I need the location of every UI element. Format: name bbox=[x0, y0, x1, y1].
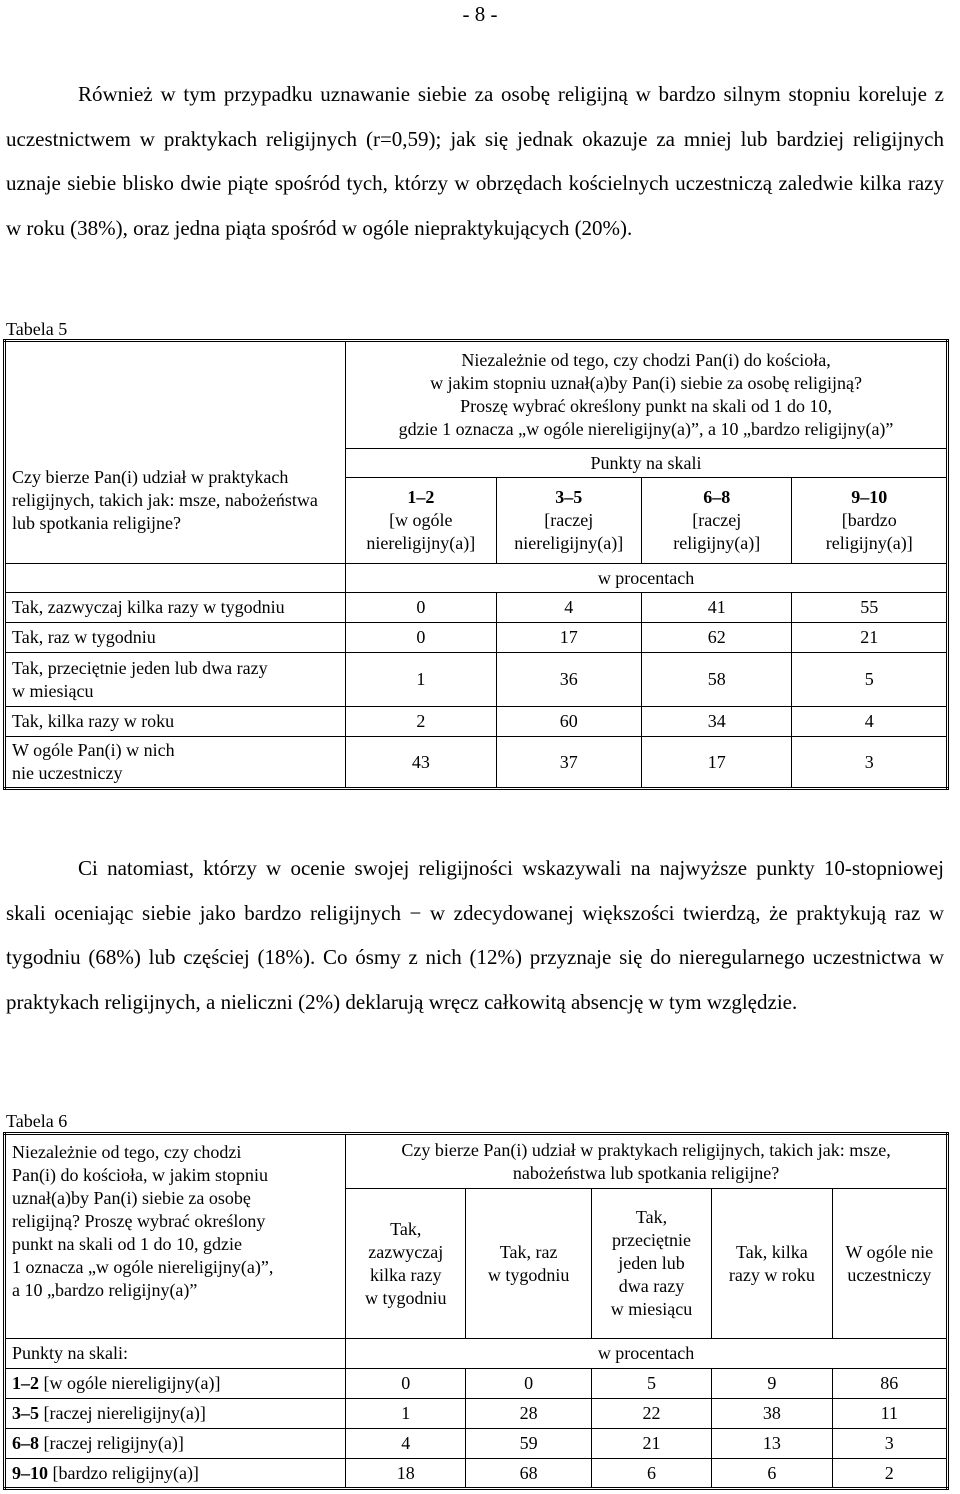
cell-value: 17 bbox=[642, 737, 792, 789]
table-5-unit-label: w procentach bbox=[346, 564, 948, 593]
cell-value: 9 bbox=[712, 1369, 832, 1399]
row-label: W ogóle Pan(i) w nich nie uczestniczy bbox=[5, 737, 346, 789]
table-5-column-header: 6–8 [raczej religijny(a)] bbox=[642, 478, 792, 564]
cell-value: 3 bbox=[792, 737, 948, 789]
row-label: 9–10 [bardzo religijny(a)] bbox=[5, 1459, 346, 1489]
row-label: Tak, przeciętnie jeden lub dwa razy w miesiącu bbox=[5, 653, 346, 707]
table-5-caption: Tabela 5 bbox=[6, 319, 68, 339]
table-5-blank-cell bbox=[5, 564, 346, 593]
cell-value: 0 bbox=[346, 593, 496, 623]
row-label: 3–5 [raczej niereligijny(a)] bbox=[5, 1399, 346, 1429]
cell-value: 1 bbox=[346, 653, 496, 707]
table-5 bbox=[3, 339, 949, 790]
table-6-scale-label: Punkty na skali: bbox=[5, 1339, 346, 1369]
row-label: Tak, zazwyczaj kilka razy w tygodniu bbox=[5, 593, 346, 623]
table-row bbox=[5, 1459, 948, 1489]
cell-value: 60 bbox=[496, 707, 641, 737]
table-6-caption: Tabela 6 bbox=[6, 1111, 68, 1131]
table-6-column-question: Czy bierze Pan(i) udział w praktykach religijnych, takich jak: msze, nabożeństwa lub spotkania religijne? bbox=[346, 1134, 948, 1189]
page-number: - 8 - bbox=[462, 2, 498, 26]
cell-value: 34 bbox=[642, 707, 792, 737]
table-row bbox=[5, 593, 948, 623]
table-row bbox=[5, 1399, 948, 1429]
cell-value: 41 bbox=[642, 593, 792, 623]
cell-value: 4 bbox=[496, 593, 641, 623]
cell-value: 37 bbox=[496, 737, 641, 789]
paragraph-1 bbox=[6, 72, 944, 250]
row-label: 1–2 [w ogóle niereligijny(a)] bbox=[5, 1369, 346, 1399]
cell-value: 0 bbox=[346, 623, 496, 653]
table-5-scale-label: Punkty na skali bbox=[346, 449, 948, 478]
paragraph-1-text: Również w tym przypadku uznawanie siebie za osobę religijną w bardzo silnym stopniu koreluje z uczestnictwem w praktykach religijnych (r=0,59); jak się jednak okazuje za mniej lub bardziej religijnych uznaje siebie blisko dwie piąte spośród tych, którzy w obrzędach kościelnych uczestniczą zaledwie kilka razy w roku (38%), oraz jedna piąta spośród w ogóle niepraktykujących (20%). bbox=[6, 82, 944, 240]
table-5-column-header: 9–10 [bardzo religijny(a)] bbox=[792, 478, 948, 564]
cell-value: 36 bbox=[496, 653, 641, 707]
table-row bbox=[5, 653, 948, 707]
table-6-column-header: Tak, kilka razy w roku bbox=[712, 1189, 832, 1339]
table-6-column-header: Tak, zazwyczaj kilka razy w tygodniu bbox=[346, 1189, 466, 1339]
cell-value: 18 bbox=[346, 1459, 466, 1489]
cell-value: 2 bbox=[346, 707, 496, 737]
cell-value: 0 bbox=[466, 1369, 591, 1399]
cell-value: 5 bbox=[591, 1369, 711, 1399]
table-6-column-header: Tak, przeciętnie jeden lub dwa razy w miesiącu bbox=[591, 1189, 711, 1339]
cell-value: 38 bbox=[712, 1399, 832, 1429]
cell-value: 21 bbox=[792, 623, 948, 653]
cell-value: 4 bbox=[792, 707, 948, 737]
cell-value: 86 bbox=[832, 1369, 947, 1399]
table-row bbox=[5, 623, 948, 653]
cell-value: 1 bbox=[346, 1399, 466, 1429]
table-6-unit-label: w procentach bbox=[346, 1339, 948, 1369]
table-5-row-header-question: Czy bierze Pan(i) udział w praktykach religijnych, takich jak: msze, nabożeństwa lub spotkania religijne? bbox=[5, 341, 346, 564]
cell-value: 58 bbox=[642, 653, 792, 707]
paragraph-2 bbox=[6, 846, 944, 1024]
cell-value: 28 bbox=[466, 1399, 591, 1429]
cell-value: 6 bbox=[712, 1459, 832, 1489]
cell-value: 17 bbox=[496, 623, 641, 653]
table-6-row-header-question: Niezależnie od tego, czy chodzi Pan(i) do kościoła, w jakim stopniu uznał(a)by Pan(i) siebie za osobę religijną? Proszę wybrać określony punkt na skali od 1 do 10, gdzie 1 oznacza „w ogóle niereligijny(a)”, a 10 „bardzo religijny(a)” bbox=[5, 1134, 346, 1339]
cell-value: 68 bbox=[466, 1459, 591, 1489]
cell-value: 11 bbox=[832, 1399, 947, 1429]
row-label: 6–8 [raczej religijny(a)] bbox=[5, 1429, 346, 1459]
table-6-column-header: W ogóle nie uczestniczy bbox=[832, 1189, 947, 1339]
cell-value: 2 bbox=[832, 1459, 947, 1489]
cell-value: 5 bbox=[792, 653, 948, 707]
table-row bbox=[5, 1429, 948, 1459]
paragraph-2-text: Ci natomiast, którzy w ocenie swojej religijności wskazywali na najwyższe punkty 10-stopniowej skali oceniając siebie jako bardzo religijnych − w zdecydowanej większości twierdzą, że praktykują raz w tygodniu (68%) lub częściej (18%). Co ósmy z nich (12%) przyznaje się do nieregularnego uczestnictwa w praktykach religijnych, a nieliczni (2%) deklarują wręcz całkowitą absencję w tym względzie. bbox=[6, 856, 944, 1014]
table-5-column-header: 3–5 [raczej niereligijny(a)] bbox=[496, 478, 641, 564]
cell-value: 21 bbox=[591, 1429, 711, 1459]
cell-value: 4 bbox=[346, 1429, 466, 1459]
table-5-column-question: Niezależnie od tego, czy chodzi Pan(i) do kościoła, w jakim stopniu uznał(a)by Pan(i) siebie za osobę religijną? Proszę wybrać określony punkt na skali od 1 do 10, gdzie 1 oznacza „w ogóle niereligijny(a)”, a 10 „bardzo religijny(a)” bbox=[346, 341, 948, 449]
cell-value: 55 bbox=[792, 593, 948, 623]
table-5-column-header: 1–2 [w ogóle niereligijny(a)] bbox=[346, 478, 496, 564]
cell-value: 13 bbox=[712, 1429, 832, 1459]
cell-value: 59 bbox=[466, 1429, 591, 1459]
cell-value: 22 bbox=[591, 1399, 711, 1429]
cell-value: 62 bbox=[642, 623, 792, 653]
row-label: Tak, kilka razy w roku bbox=[5, 707, 346, 737]
table-row bbox=[5, 1369, 948, 1399]
cell-value: 3 bbox=[832, 1429, 947, 1459]
table-6-column-header: Tak, raz w tygodniu bbox=[466, 1189, 591, 1339]
cell-value: 6 bbox=[591, 1459, 711, 1489]
row-label: Tak, raz w tygodniu bbox=[5, 623, 346, 653]
table-row bbox=[5, 707, 948, 737]
cell-value: 43 bbox=[346, 737, 496, 789]
cell-value: 0 bbox=[346, 1369, 466, 1399]
table-6 bbox=[3, 1132, 949, 1490]
table-row bbox=[5, 737, 948, 789]
